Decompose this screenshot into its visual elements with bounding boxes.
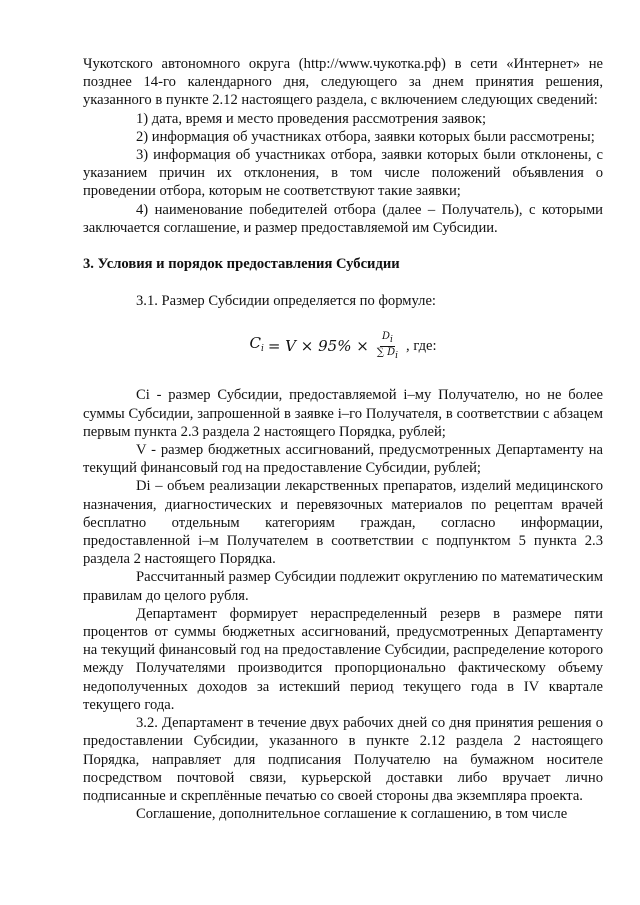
rounding-paragraph: Рассчитанный размер Субсидии подлежит округлению по математическим правилам до целого рубля.: [83, 569, 603, 604]
paragraph-continuation: Чукотского автономного округа (http://www.чукотка.рф) в сети «Интернет» не позднее 14-го календарного дня, следующего за днем принятия решения, указанного в пункте 2.12 настоящего раздела, с включением следующих сведений:: [83, 56, 603, 109]
agreement-paragraph: Соглашение, дополнительное соглашение к соглашению, в том числе: [136, 806, 568, 823]
fraction-numerator: Di: [381, 330, 393, 345]
definition-di: Di – объем реализации лекарственных препаратов, изделий медицинского назначения, диагностических и перевязочных материалов по рецептам врачей бесплатно отдельным категориям граждан, согласно информации, предоставленной i–м Получателем в соответствии с подпунктом 5 пункта 2.3 раздела 2 настоящего Порядка.: [83, 478, 603, 568]
list-item-4: 4) наименование победителей отбора (далее – Получатель), с которыми заключается соглашение, и размер предоставляемой им Субсидии.: [83, 201, 603, 236]
definition-ci: Ci - размер Субсидии, предоставляемой i–му Получателю, но не более суммы Субсидии, запрошенной в заявке i–го Получателя, в соответствии с абзацем первым пункта 2.3 раздела 2 настоящего Порядка, рублей;: [83, 387, 603, 440]
clause-3-2: 3.2. Департамент в течение двух рабочих дней со дня принятия решения о предоставлении Субсидии, указанного в пункте 2.12 раздела 2 настоящего Порядка, направляет для подписания Получателю на бумажном носителе посредством почтовой связи, курьерской доставки либо вручает лично подписанные и скреплённые печатью со своей стороны два экземпляра проекта.: [83, 715, 603, 804]
formula-intro: 3.1. Размер Субсидии определяется по формуле:: [136, 293, 436, 310]
subsidy-formula: [249, 331, 402, 362]
formula-block: [83, 326, 603, 366]
list-item-1: 1) дата, время и место проведения рассмотрения заявок;: [136, 110, 487, 127]
definition-v: V - размер бюджетных ассигнований, предусмотренных Департаменту на текущий финансовый год на предоставление Субсидии, рублей;: [83, 442, 603, 477]
list-item-2: 2) информация об участниках отбора, заявки которых были рассмотрены;: [136, 128, 595, 145]
formula-fraction: [375, 331, 400, 362]
document-page: [83, 55, 603, 823]
formula-lhs: $C_i$: [249, 334, 264, 355]
section-heading: 3. Условия и порядок предоставления Субсидии: [83, 256, 400, 273]
fraction-denominator: ∑ Di: [376, 346, 399, 361]
formula-rhs: = V × 95% ×: [267, 337, 369, 356]
list-item-3: 3) информация об участниках отбора, заявки которых были отклонены, с указанием причин их отклонения, в том числе положений объявления о проведении отбора, которым не соответствуют такие заявки;: [83, 147, 603, 200]
formula-suffix: , где:: [406, 338, 437, 355]
reserve-paragraph: Департамент формирует нераспределенный резерв в размере пяти процентов от суммы бюджетных ассигнований, предусмотренных Департаменту на текущий финансовый год на предоставление Субсидии, распределение которого между Получателями производится пропорционально фактическому объему недополученных доходов за истекший период текущего года в IV квартале текущего года.: [83, 605, 603, 713]
